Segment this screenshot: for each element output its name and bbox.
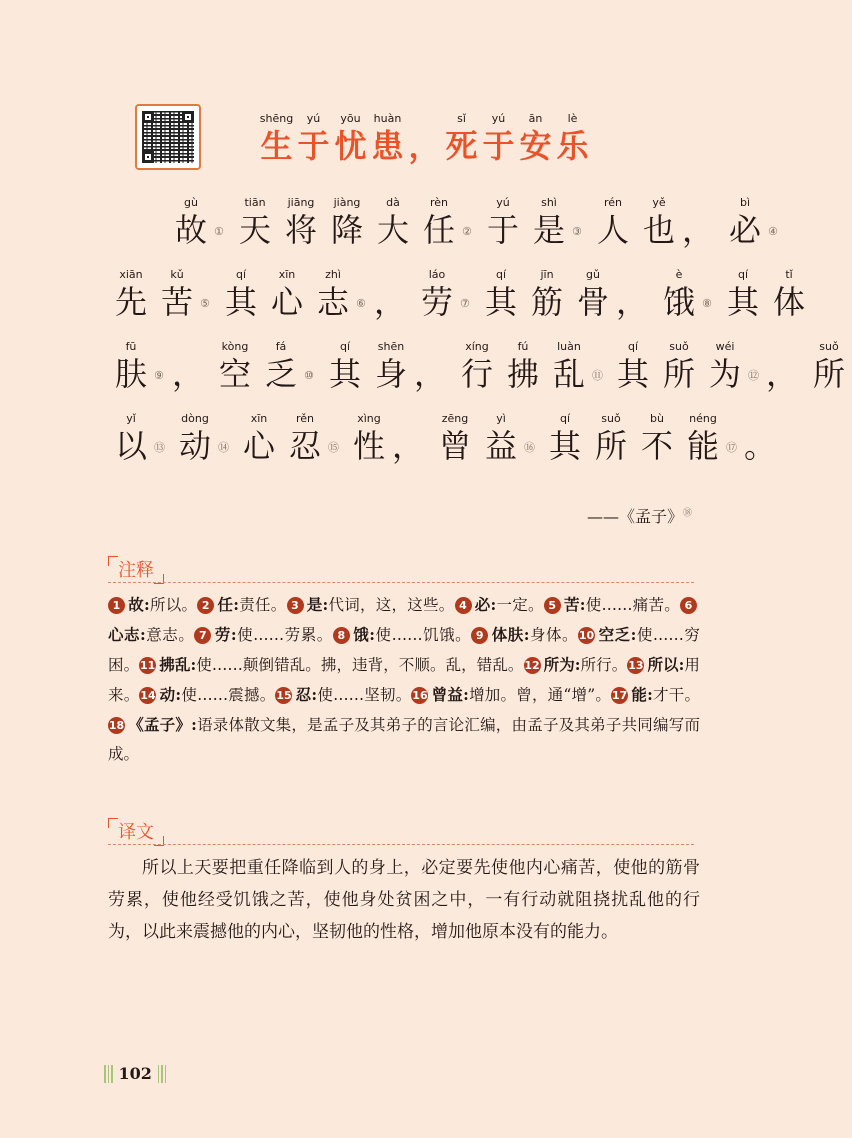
pinyin: yě	[652, 196, 666, 209]
pinyin: shì	[541, 196, 557, 209]
notes-divider	[108, 582, 694, 583]
poem-char	[416, 196, 462, 250]
hanzi: 其	[616, 355, 649, 393]
hanzi: 空	[218, 355, 251, 393]
punctuation: 。	[744, 427, 777, 465]
poem-char	[108, 412, 154, 466]
pinyin: fú	[517, 340, 529, 353]
pinyin: suǒ	[819, 340, 839, 353]
punctuation: ，	[392, 427, 425, 465]
note-item	[287, 596, 455, 614]
note-mark: ③	[572, 224, 582, 238]
note-definition: 所行。	[580, 656, 628, 674]
pinyin: yōu	[340, 112, 361, 125]
note-term: 必:	[474, 595, 497, 614]
translation-heading: 译文	[108, 818, 164, 846]
qr-code-icon[interactable]	[135, 104, 201, 170]
note-number-badge: 6	[680, 597, 697, 614]
note-number-badge: 9	[471, 627, 488, 644]
hanzi: 志	[316, 283, 349, 321]
note-mark: ⑩	[304, 368, 314, 382]
hanzi: 苦	[160, 283, 193, 321]
pinyin: kǔ	[170, 268, 184, 281]
hanzi: 心	[270, 283, 303, 321]
hanzi: 体	[772, 283, 805, 321]
pinyin: lè	[567, 112, 578, 125]
hanzi: 乏	[264, 355, 297, 393]
pinyin: zhì	[325, 268, 341, 281]
hanzi: 于	[297, 127, 330, 165]
note-definition: 使……饥饿。	[375, 626, 472, 644]
pinyin: xiān	[119, 268, 143, 281]
hanzi: 筋	[530, 283, 563, 321]
poem-char	[264, 268, 310, 322]
poem-char	[108, 340, 154, 394]
hanzi: 于	[486, 211, 519, 249]
poem-char	[478, 412, 524, 466]
hanzi: 能	[686, 427, 719, 465]
note-mark: ⑧	[702, 296, 712, 310]
pinyin: láo	[428, 268, 446, 281]
note-mark: ⑰	[726, 441, 737, 454]
translation-divider	[108, 844, 694, 845]
hanzi: 必	[728, 211, 761, 249]
note-mark: ②	[462, 224, 472, 238]
pinyin: rén	[603, 196, 623, 209]
hanzi: 不	[640, 427, 673, 465]
title-char	[258, 112, 295, 166]
note-number-badge: 13	[628, 659, 644, 672]
translation-text: 所以上天要把重任降临到人的身上，必定要先使他内心痛苦，使他的筋骨劳累，使他经受饥饿之苦，使他身处贫困之中，一有行动就阻挠扰乱他的行为，以此来震撼他的内心，坚韧他的性格，增加他原本没有的能力。	[108, 858, 700, 942]
poem-char	[546, 340, 592, 394]
poem-char	[702, 340, 748, 394]
poem-char	[414, 268, 460, 322]
pinyin: luàn	[557, 340, 581, 353]
note-term: 心志:	[108, 625, 146, 644]
note-mark: ④	[768, 224, 778, 238]
hanzi: 其	[548, 427, 581, 465]
note-mark: ⑯	[524, 441, 535, 454]
note-term: 所为:	[543, 655, 581, 674]
note-definition: 语录体散文集，是孟子及其弟子的言论汇编，由孟子及其弟子共同编写而成。	[108, 716, 700, 763]
note-mark: ①	[214, 224, 224, 238]
hanzi: 故	[174, 211, 207, 249]
punctuation: ，	[682, 211, 715, 249]
note-term: 所以:	[647, 655, 685, 674]
page-number-area	[104, 1064, 166, 1083]
poem-char	[570, 268, 616, 322]
hanzi: 肤	[114, 355, 147, 393]
poem-char	[636, 196, 682, 250]
title-char	[554, 112, 591, 166]
note-mark: ⑬	[154, 441, 165, 454]
hanzi: 拂	[506, 355, 539, 393]
poem-char	[610, 340, 656, 394]
pinyin: jīn	[540, 268, 554, 281]
hanzi: 其	[484, 283, 517, 321]
pinyin: qí	[235, 268, 247, 281]
title-char	[295, 112, 332, 166]
punctuation: ，	[414, 355, 447, 393]
punctuation: ，	[616, 283, 649, 321]
source-text: ——《孟子》	[586, 507, 683, 526]
poem-char	[480, 196, 526, 250]
note-number-badge: 11	[140, 659, 156, 672]
poem-char	[500, 340, 546, 394]
hanzi: 忧	[334, 127, 367, 165]
note-item	[139, 686, 275, 704]
punctuation: ，	[766, 355, 799, 393]
pinyin: yú	[491, 112, 506, 125]
page-bars-right-icon	[158, 1065, 167, 1083]
pinyin: fū	[125, 340, 137, 353]
pinyin: gǔ	[586, 268, 600, 281]
poem-char	[218, 268, 264, 322]
pinyin: rěn	[295, 412, 315, 425]
note-item	[139, 656, 523, 674]
poem-line	[108, 268, 812, 322]
note-definition: 使……坚韧。	[317, 686, 412, 704]
hanzi: 乐	[556, 127, 589, 165]
poem-char	[766, 268, 812, 322]
title-char	[406, 112, 443, 166]
pinyin: néng	[689, 412, 717, 425]
hanzi: 生	[260, 127, 293, 165]
note-item	[194, 626, 332, 644]
pinyin: è	[675, 268, 683, 281]
note-term: 体肤:	[491, 625, 530, 644]
hanzi: 益	[484, 427, 517, 465]
note-mark: ⑦	[460, 296, 470, 310]
poem-char	[232, 196, 278, 250]
hanzi: 先	[114, 283, 147, 321]
poem-char	[722, 196, 768, 250]
note-definition: 用来。	[108, 656, 700, 704]
note-number-badge: 10	[578, 629, 595, 642]
poem-char	[172, 412, 218, 466]
note-number-badge: 17	[611, 689, 628, 702]
poem-char	[634, 412, 680, 466]
punctuation: ，	[374, 283, 407, 321]
note-number-badge: 4	[455, 597, 472, 614]
poem-char	[154, 268, 200, 322]
pinyin: tiān	[244, 196, 266, 209]
poem-char	[656, 268, 702, 322]
note-item	[471, 626, 578, 644]
poem-char	[454, 340, 500, 394]
hanzi: 其	[726, 283, 759, 321]
note-number-badge: 3	[287, 597, 304, 614]
pinyin: qí	[559, 412, 571, 425]
note-definition: 身体。	[529, 626, 579, 644]
pinyin: xīn	[278, 268, 296, 281]
note-mark: ⑮	[328, 441, 339, 454]
poem-char	[346, 412, 392, 466]
hanzi: 所	[812, 355, 845, 393]
poem-char	[542, 412, 588, 466]
note-item	[275, 686, 411, 704]
note-definition: 才干。	[652, 686, 700, 704]
note-item	[544, 596, 680, 614]
note-definition: 责任。	[238, 596, 287, 614]
poem-line	[108, 340, 852, 394]
pinyin: qí	[627, 340, 639, 353]
hanzi: 大	[376, 211, 409, 249]
poem-char	[278, 196, 324, 250]
page-bars-left-icon	[104, 1065, 113, 1083]
note-definition: 所以。	[149, 596, 198, 614]
pinyin: tǐ	[785, 268, 793, 281]
note-item	[411, 686, 611, 704]
poem-char	[368, 340, 414, 394]
note-item	[108, 596, 197, 614]
note-mark: ⑭	[218, 441, 229, 454]
poem-char	[168, 196, 214, 250]
hanzi: 身	[374, 355, 407, 393]
poem-char	[588, 412, 634, 466]
note-definition: 一定。	[496, 596, 544, 614]
poem-line	[108, 412, 784, 466]
note-term: 苦:	[563, 595, 586, 614]
hanzi: 也	[642, 211, 675, 249]
note-item	[455, 596, 544, 614]
pinyin: gù	[184, 196, 198, 209]
poem-char	[680, 412, 726, 466]
note-item	[611, 686, 700, 704]
pinyin: fá	[275, 340, 287, 353]
note-definition: 使……颠倒错乱。拂，违背，不顺。乱，错乱。	[196, 656, 524, 674]
pinyin: xìng	[357, 412, 381, 425]
pinyin: shēng	[259, 112, 294, 125]
hanzi: 降	[330, 211, 363, 249]
poem-char	[212, 340, 258, 394]
pinyin: qí	[495, 268, 507, 281]
hanzi: 动	[178, 427, 211, 465]
note-term: 是:	[306, 595, 329, 614]
note-definition: 使……劳累。	[236, 626, 333, 644]
note-mark: ⑤	[200, 296, 210, 310]
note-number-badge: 18	[108, 719, 125, 732]
pinyin: bù	[650, 412, 664, 425]
note-definition: 代词，这，这些。	[328, 596, 455, 614]
note-number-badge: 14	[140, 689, 156, 702]
hanzi: 乱	[552, 355, 585, 393]
pinyin: yú	[306, 112, 321, 125]
poem-char	[322, 340, 368, 394]
title-char	[369, 112, 406, 166]
note-item	[524, 656, 628, 674]
hanzi: 将	[284, 211, 317, 249]
pinyin: sǐ	[457, 112, 466, 125]
punctuation: ，	[172, 355, 205, 393]
source-note-mark: ⑱	[682, 508, 692, 519]
pinyin: huàn	[373, 112, 402, 125]
hanzi: 忍	[288, 427, 321, 465]
pinyin: zēng	[441, 412, 469, 425]
note-number-badge: 5	[544, 597, 561, 614]
hanzi: 于	[482, 127, 515, 165]
poem-char	[370, 196, 416, 250]
poem-char	[324, 196, 370, 250]
hanzi: 所	[594, 427, 627, 465]
poem-source	[587, 504, 692, 527]
note-term: 拂乱:	[159, 655, 197, 674]
title-char	[443, 112, 480, 166]
note-term: 劳:	[214, 625, 237, 644]
pinyin: shēn	[377, 340, 405, 353]
pinyin: jiàng	[333, 196, 361, 209]
pinyin: dà	[386, 196, 400, 209]
note-term: 曾益:	[431, 685, 469, 704]
note-mark: ⑪	[592, 369, 603, 382]
pinyin: qí	[339, 340, 351, 353]
title-char	[480, 112, 517, 166]
hanzi: 心	[242, 427, 275, 465]
note-number-badge: 1	[108, 597, 125, 614]
title-char	[517, 112, 554, 166]
poem-char	[258, 340, 304, 394]
poem-char	[236, 412, 282, 466]
note-number-badge: 12	[524, 659, 540, 672]
page-title	[258, 112, 591, 166]
hanzi: 以	[114, 427, 147, 465]
note-number-badge: 7	[194, 627, 211, 644]
hanzi: 骨	[576, 283, 609, 321]
note-term: 忍:	[295, 685, 318, 704]
poem-char	[282, 412, 328, 466]
note-term: 动:	[159, 685, 182, 704]
poem-char	[590, 196, 636, 250]
poem-char	[526, 196, 572, 250]
note-item	[108, 716, 700, 763]
poem-char	[720, 268, 766, 322]
poem-char	[524, 268, 570, 322]
pinyin: rèn	[429, 196, 449, 209]
pinyin: xíng	[465, 340, 489, 353]
poem-char	[656, 340, 702, 394]
hanzi: 其	[328, 355, 361, 393]
note-definition: 使……震撼。	[181, 686, 276, 704]
hanzi: 患	[371, 127, 404, 165]
note-mark: ⑫	[748, 369, 759, 382]
poem-line	[168, 196, 786, 250]
hanzi: 安	[519, 127, 552, 165]
poem-char	[310, 268, 356, 322]
notes-heading: 注释	[108, 556, 164, 584]
pinyin: kòng	[221, 340, 249, 353]
poem-char	[478, 268, 524, 322]
pinyin: suǒ	[669, 340, 689, 353]
pinyin: dòng	[181, 412, 209, 425]
hanzi: 任	[422, 211, 455, 249]
hanzi: 是	[532, 211, 565, 249]
pinyin: ān	[528, 112, 543, 125]
pinyin: wéi	[715, 340, 735, 353]
note-term: 《孟子》:	[128, 715, 197, 734]
note-mark: ⑨	[154, 368, 164, 382]
note-number-badge: 15	[276, 689, 292, 702]
notes-list	[108, 590, 700, 769]
pinyin: jiāng	[287, 196, 315, 209]
pinyin: suǒ	[601, 412, 621, 425]
hanzi: 其	[224, 283, 257, 321]
hanzi: 饿	[662, 283, 695, 321]
hanzi: 所	[662, 355, 695, 393]
note-definition: 使……痛苦。	[585, 596, 680, 614]
note-mark: ⑥	[356, 296, 366, 310]
hanzi: 死	[445, 127, 478, 165]
note-term: 故:	[128, 595, 150, 614]
hanzi: 人	[596, 211, 629, 249]
note-term: 饿:	[352, 625, 376, 644]
note-item	[197, 596, 286, 614]
note-term: 能:	[631, 685, 653, 704]
hanzi: 曾	[438, 427, 471, 465]
pinyin: yì	[496, 412, 506, 425]
title-char	[332, 112, 369, 166]
note-number-badge: 8	[333, 627, 350, 644]
note-definition: 意志。	[145, 626, 195, 644]
note-item	[333, 626, 471, 644]
page-number: 102	[118, 1064, 152, 1083]
note-number-badge: 16	[412, 689, 428, 702]
hanzi: ，	[408, 127, 441, 165]
hanzi: 性	[352, 427, 385, 465]
note-definition: 增加。曾，通“增”。	[468, 686, 612, 704]
poem-char	[806, 340, 852, 394]
pinyin: yú	[496, 196, 510, 209]
hanzi: 天	[238, 211, 271, 249]
pinyin: bì	[739, 196, 751, 209]
poem-char	[108, 268, 154, 322]
note-definition: 使……穷困。	[108, 626, 700, 674]
note-term: 任:	[217, 595, 239, 614]
pinyin: xīn	[250, 412, 268, 425]
hanzi: 劳	[420, 283, 453, 321]
poem-char	[432, 412, 478, 466]
hanzi: 为	[708, 355, 741, 393]
pinyin: yǐ	[126, 412, 136, 425]
pinyin: qí	[737, 268, 749, 281]
note-term: 空乏:	[598, 625, 637, 644]
hanzi: 行	[460, 355, 493, 393]
note-number-badge: 2	[197, 597, 214, 614]
